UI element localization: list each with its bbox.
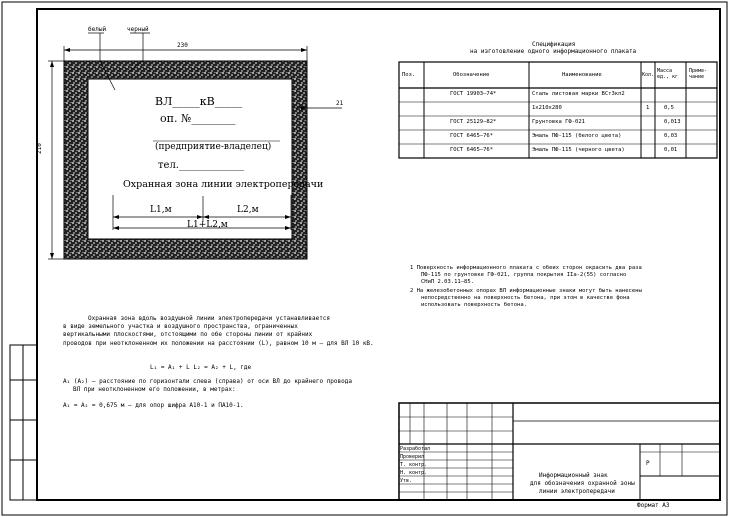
sign-line-owner: (предприятие-владелец) — [155, 142, 272, 152]
note-1-line-3: СНиП 2.03.11–85. — [421, 279, 474, 285]
drawing-title-1: Информационный знак — [539, 472, 608, 479]
note-1-line-1: 1 Поверхность информационного плаката с обеих сторон окрасить два раза — [410, 265, 642, 271]
role-ncontrol: Н. контр. — [400, 470, 428, 476]
stage-letter: Р — [646, 460, 650, 467]
dim-l1: L1,м — [150, 205, 172, 215]
note-2-line-1: 2 На железобетонных опорах ВЛ информационные знаки могут быть нанесены — [410, 288, 642, 294]
note-1-line-2: ПФ-115 по грунтовке ГФ-021, группа покрытия IIа-2(55) согласно — [421, 272, 627, 278]
dimension-height: 210 — [36, 143, 43, 154]
dim-lsum: L1+L2,м — [187, 220, 228, 230]
role-checker: Проверил — [400, 454, 425, 460]
spec-subtitle: на изготовление одного информационного плаката — [470, 48, 637, 55]
spec-header-pos: Поз. — [402, 72, 416, 78]
note-2-line-3: использовать поверхность бетона. — [421, 302, 527, 308]
role-developer: Разработал — [400, 446, 431, 452]
label-black: черный — [127, 26, 149, 33]
drawing-title-2: для обозначения охранной зоны — [530, 480, 635, 487]
note-2-line-2: непосредственно на поверхность бетона, при этом в качестве фона — [421, 295, 630, 301]
role-tcontrol: Т. контр. — [400, 462, 428, 468]
dim-l2: L2,м — [237, 205, 259, 215]
spec-header-name: Наименование — [562, 72, 602, 78]
formula: L₁ = A₁ + L L₂ = A₂ + L, где — [150, 364, 252, 371]
dimension-offset: 21 — [336, 100, 344, 107]
spec-header-note: Приме-чание — [689, 68, 708, 80]
sign-line-phone: тел._____________ — [158, 160, 244, 171]
sign-line-zone: Охранная зона линии электропередачи — [123, 179, 324, 190]
drawing-title-3: линии электропередачи — [539, 488, 615, 495]
sign-line-support: оп. №________ — [160, 112, 236, 125]
sheet-format: Формат А3 — [637, 502, 670, 509]
spec-header-qty: Кол. — [642, 72, 655, 78]
dimension-width: 230 — [177, 42, 188, 49]
spec-title: Спецификация — [532, 41, 576, 48]
label-white: белый — [88, 26, 107, 33]
spec-header-mass: Масса ед., кг — [657, 68, 679, 80]
calculation: A₁ = A₂ = 0,675 м – для опор шифра А10-1 и ПА10-1. — [63, 402, 244, 409]
spec-header-designation: Обозначение — [453, 72, 490, 78]
role-approved: Утв. — [400, 478, 413, 484]
sign-line-vl: ВЛ_____кВ_____ — [155, 95, 243, 108]
